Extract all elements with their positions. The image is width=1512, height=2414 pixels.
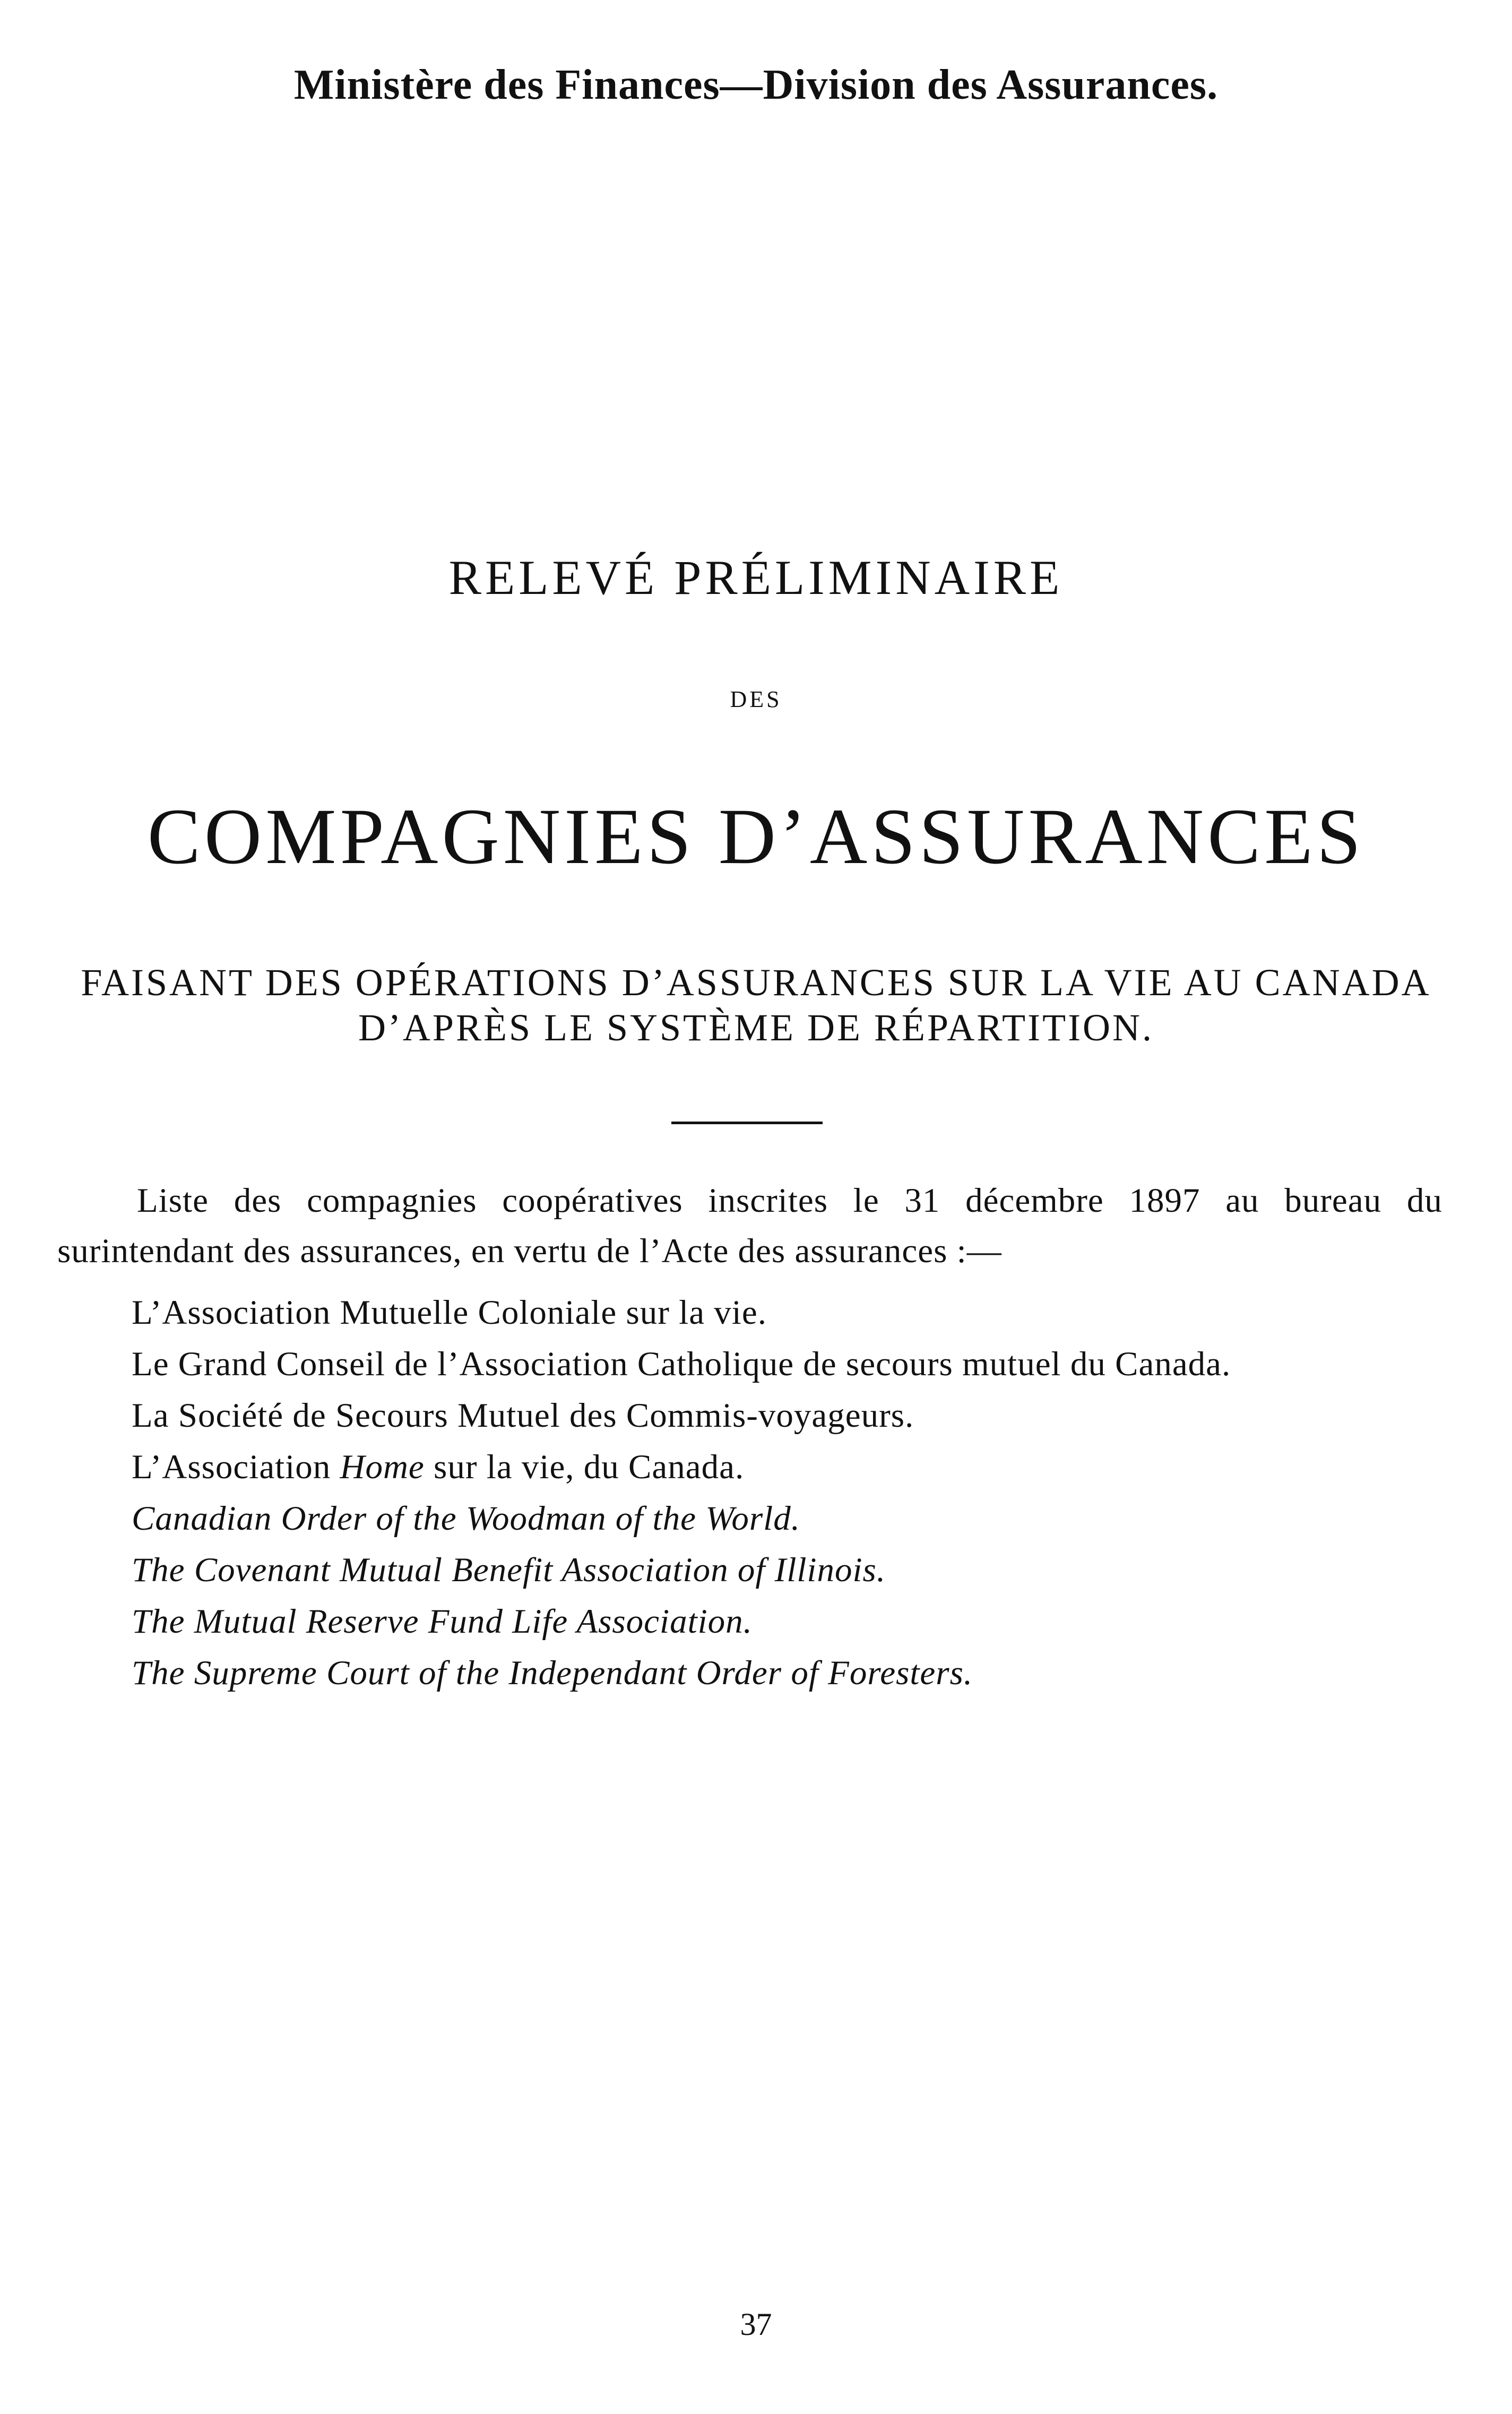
company-suffix: sur la vie, du Canada. [424,1448,745,1486]
subtitle-line-2: D’APRÈS LE SYSTÈME DE RÉPARTITION. [358,1006,1154,1049]
intro-word: inscrites [708,1182,828,1220]
subtitle-line-1: FAISANT DES OPÉRATIONS D’ASSURANCES SUR LA VIE AU CANADA [81,961,1431,1004]
page-header: Ministère des Finances—Division des Assurances. [293,62,1219,108]
intro-word: au [1225,1182,1259,1220]
company-list-item: Le Grand Conseil de l’Association Catholique de secours mutuel du Canada. [132,1345,1231,1383]
intro-word: compagnies [307,1182,477,1220]
company-list [132,1287,1231,1699]
intro-word: bureau [1284,1182,1382,1220]
company-list-item: The Covenant Mutual Benefit Association of Illinois. [132,1551,886,1589]
intro-line-2: surintendant des assurances, en vertu de l’Acte des assurances :— [57,1232,1002,1270]
company-list-item: The Supreme Court of the Independant Order of Foresters. [132,1654,973,1692]
intro-word: le [853,1182,879,1220]
intro-word: du [1406,1182,1442,1220]
company-list-item: La Société de Secours Mutuel des Commis-voyageurs. [132,1396,914,1435]
main-title: COMPAGNIES D’ASSURANCES [147,792,1365,881]
intro-word: 1897 [1129,1182,1200,1220]
company-italic-name: Home [340,1448,425,1486]
intro-word: des [234,1182,282,1220]
intro-word: coopératives [502,1182,683,1220]
company-prefix: L’Association [132,1448,340,1486]
intro-line-1 [137,1181,1442,1221]
company-list-item: The Mutual Reserve Fund Life Association. [132,1602,753,1641]
intro-word: 31 [904,1182,940,1220]
intro-word: décembre [965,1182,1104,1220]
company-list-item: Canadian Order of the Woodman of the World. [132,1499,800,1538]
company-list-item [132,1442,1231,1493]
section-divider [671,1122,823,1124]
releve-heading: RELEVÉ PRÉLIMINAIRE [448,550,1064,605]
intro-word: Liste [137,1182,209,1220]
des-heading: DES [730,686,782,712]
company-list-item: L’Association Mutuelle Coloniale sur la vie. [132,1294,767,1332]
page-number: 37 [740,2307,772,2342]
